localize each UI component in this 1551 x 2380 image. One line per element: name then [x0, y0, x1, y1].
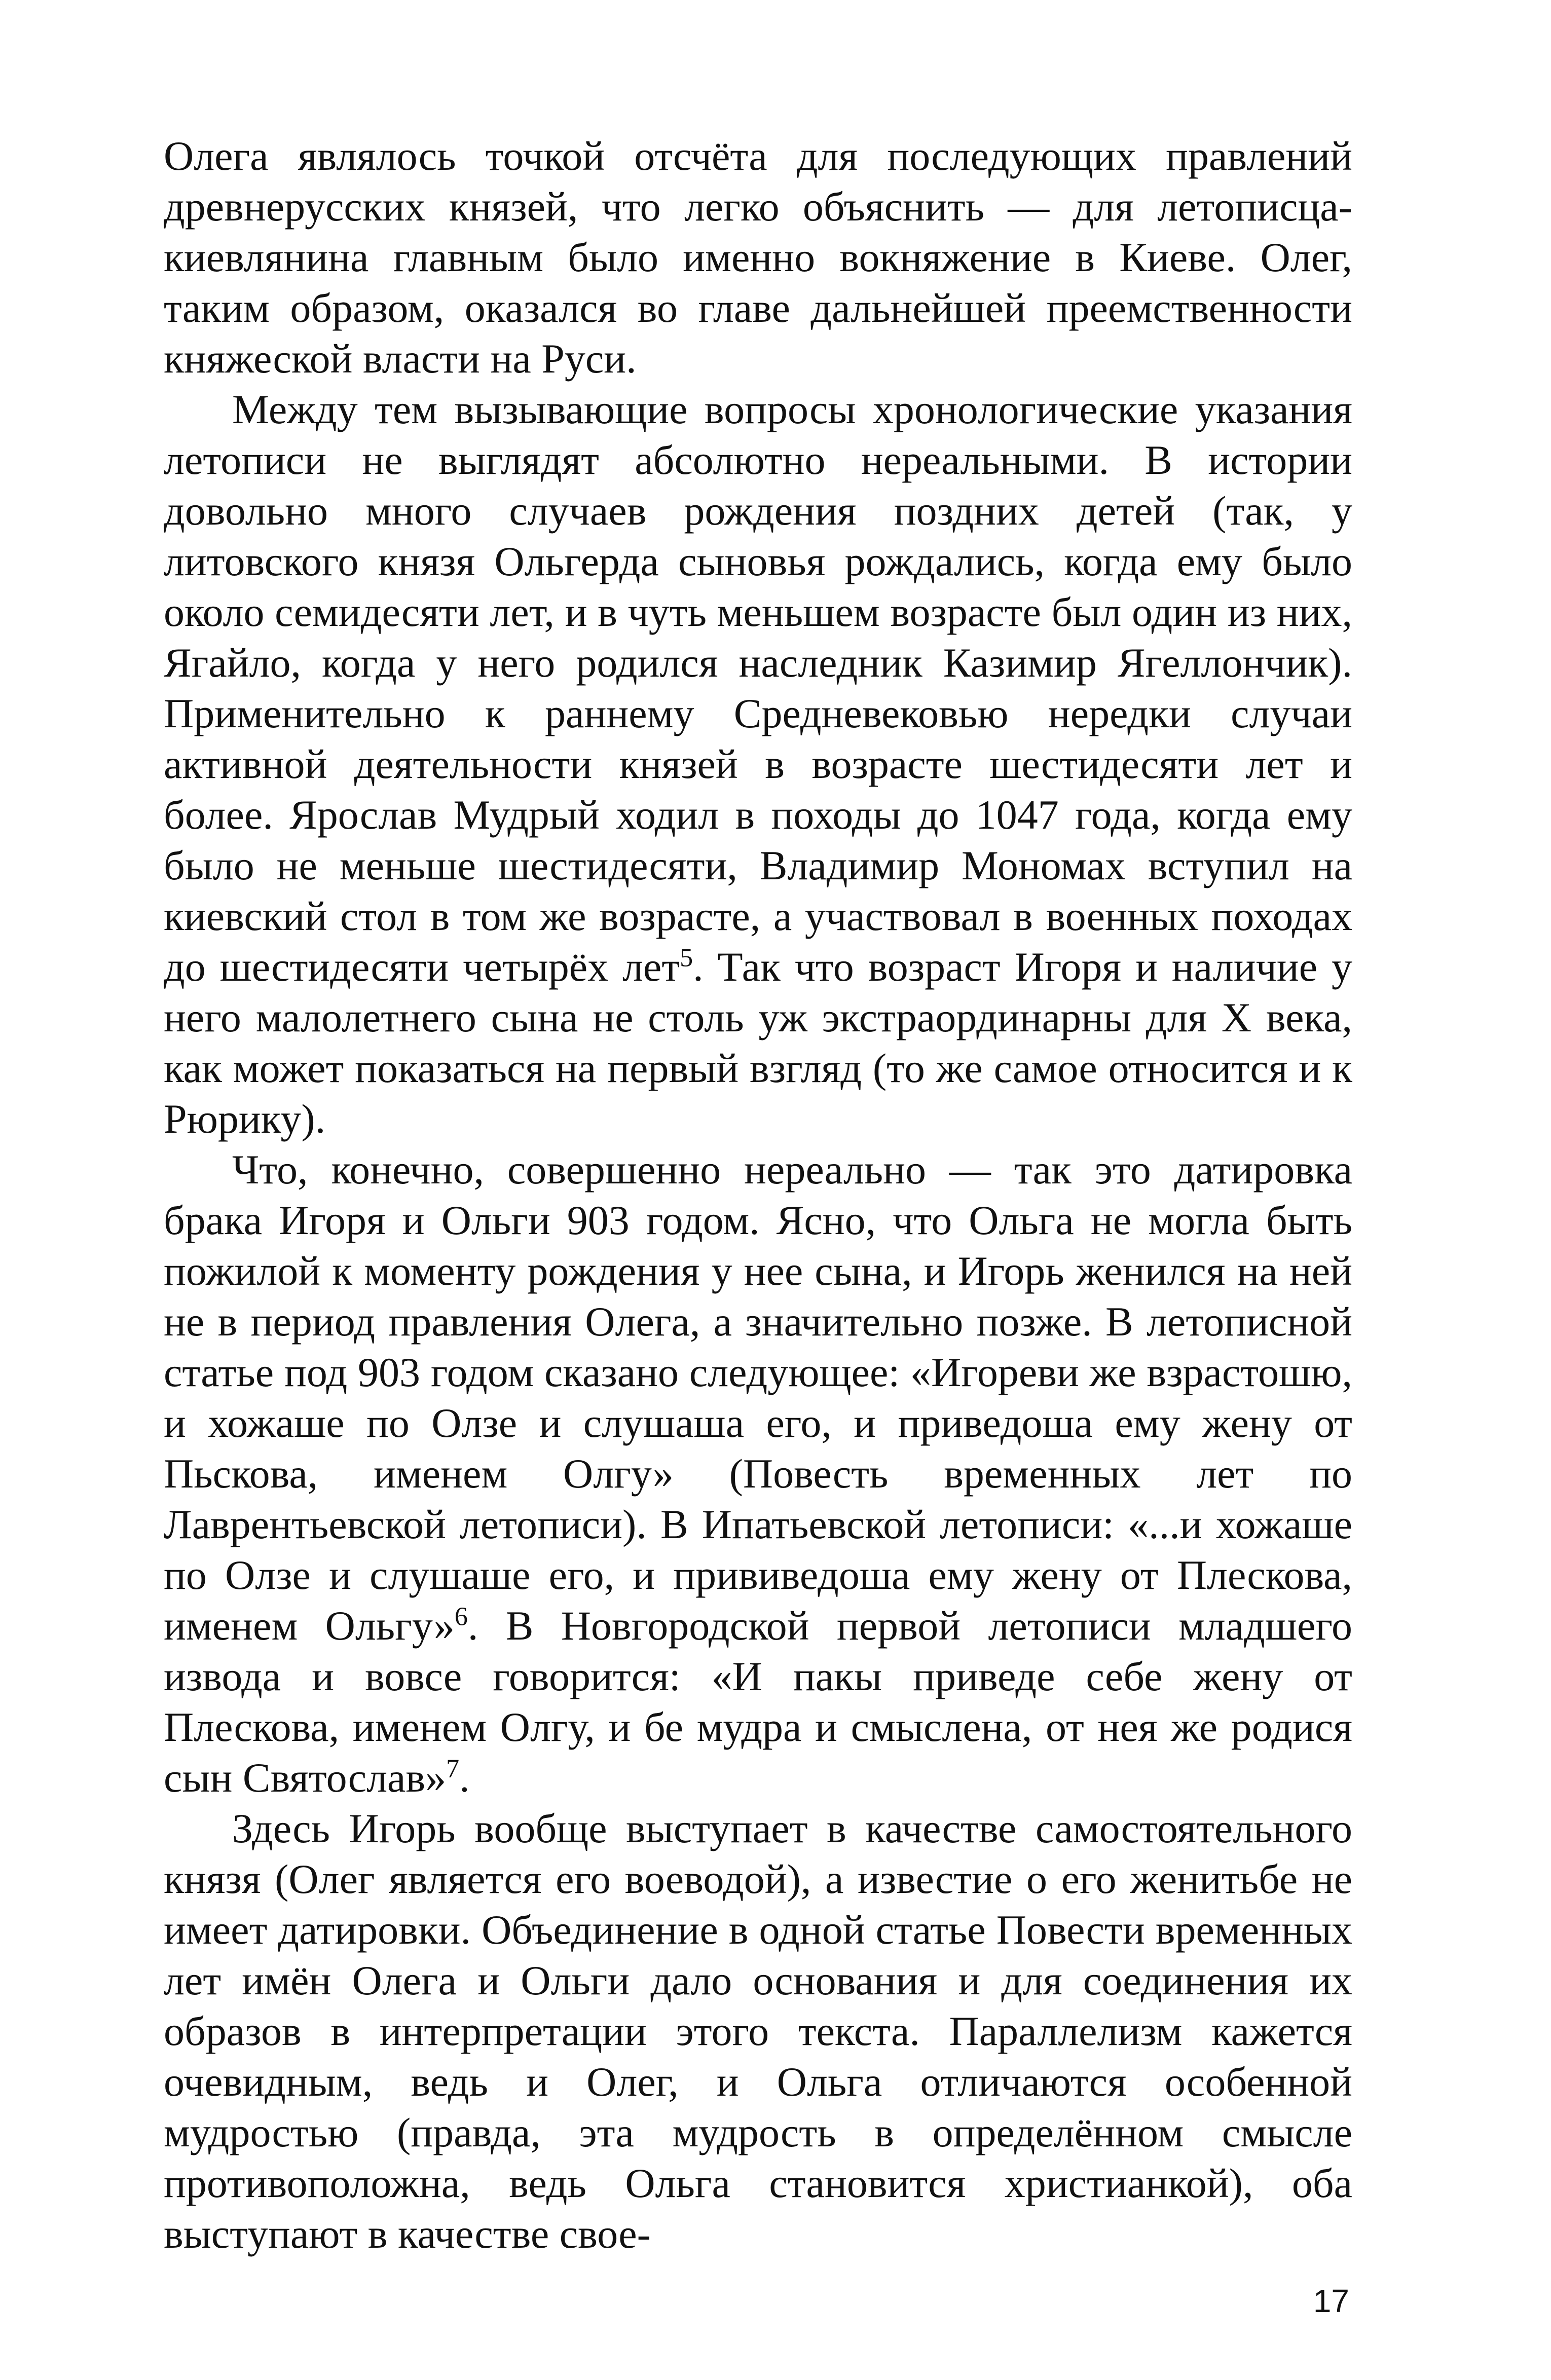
paragraph [164, 131, 1352, 384]
page-number: 17 [1313, 2283, 1349, 2319]
footnote-marker: 6 [454, 1602, 468, 1631]
paragraph-text: Здесь Игорь вообще выступает в качестве самостоятельного князя (Олег является его воеводой), а известие о его женитьбе не имеет датировки. Объединение в одной статье Повести временных лет имён Олега и Ольги дало основания и для соединения их образов в интерпретации этого текста. Параллелизм кажется очевидным, ведь и Олег, и Ольга отличаются особенной мудростью (правда, эта мудрость в определённом смысле противоположна, ведь Ольга становится христианкой), оба выступают в качестве свое- [164, 1805, 1352, 2257]
paragraph-text: Что, конечно, совершенно нереально — так это датировка брака Игоря и Ольги 903 годом. Ясно, что Ольга не могла быть пожилой к моменту рождения у нее сына, и Игорь женился на ней не в период правления Олега, а значительно позже. В летописной статье под 903 годом сказано следующее: «Игореви же взрастошю, и хожаше по Олзе и слушаша его, и приведоша ему жену от Пьскова, именем Олгу» (Повесть временных лет по Лаврентьевской летописи). В Ипатьевской летописи: «...и хожаше по Олзе и слушаше его, и прививедоша ему жену от Плескова, именем Ольгу» [164, 1146, 1352, 1649]
footnote-marker: 7 [446, 1754, 460, 1783]
paragraph-text: Олега являлось точкой отсчёта для последующих правлений древнерусских князей, что легко объяснить — для летописца-киевлянина главным было именно вокняжение в Киеве. Олег, таким образом, оказался во главе дальнейшей преемственности княжеской власти на Руси. [164, 133, 1352, 382]
paragraph [164, 1144, 1352, 1803]
paragraph-text: Между тем вызывающие вопросы хронологические указания летописи не выглядят абсолютно нереальными. В истории довольно много случаев рождения поздних детей (так, у литовского князя Ольгерда сыновья рождались, когда ему было около семидесяти лет, и в чуть меньшем возрасте был один из них, Ягайло, когда у него родился наследник Казимир Ягеллончик). Применительно к раннему Средневековью нередки случаи активной деятельности князей в возрасте шестидесяти лет и более. Ярослав Мудрый ходил в походы до 1047 года, когда ему было не меньше шестидесяти, Владимир Мономах вступил на киевский стол в том же возрасте, а участвовал в военных походах до шестидесяти четырёх лет [164, 386, 1352, 990]
paragraph [164, 1803, 1352, 2259]
footnote-marker: 5 [680, 943, 693, 973]
paragraph-text: . В Новгородской первой летописи младшего извода и вовсе говорится: «И пакы приведе себе жену от Плескова, именем Олгу, и бе мудра и смыслена, от нея же родися сын Святослав» [164, 1603, 1352, 1801]
paragraph-text: . Так что возраст Игоря и наличие у него малолетнего сына не столь уж экстраординарны для X века, как может показаться на первый взгляд (то же самое относится и к Рюрику). [164, 944, 1352, 1142]
paragraph [164, 384, 1352, 1144]
paragraph-text: . [459, 1755, 470, 1801]
body-text [164, 131, 1352, 2259]
